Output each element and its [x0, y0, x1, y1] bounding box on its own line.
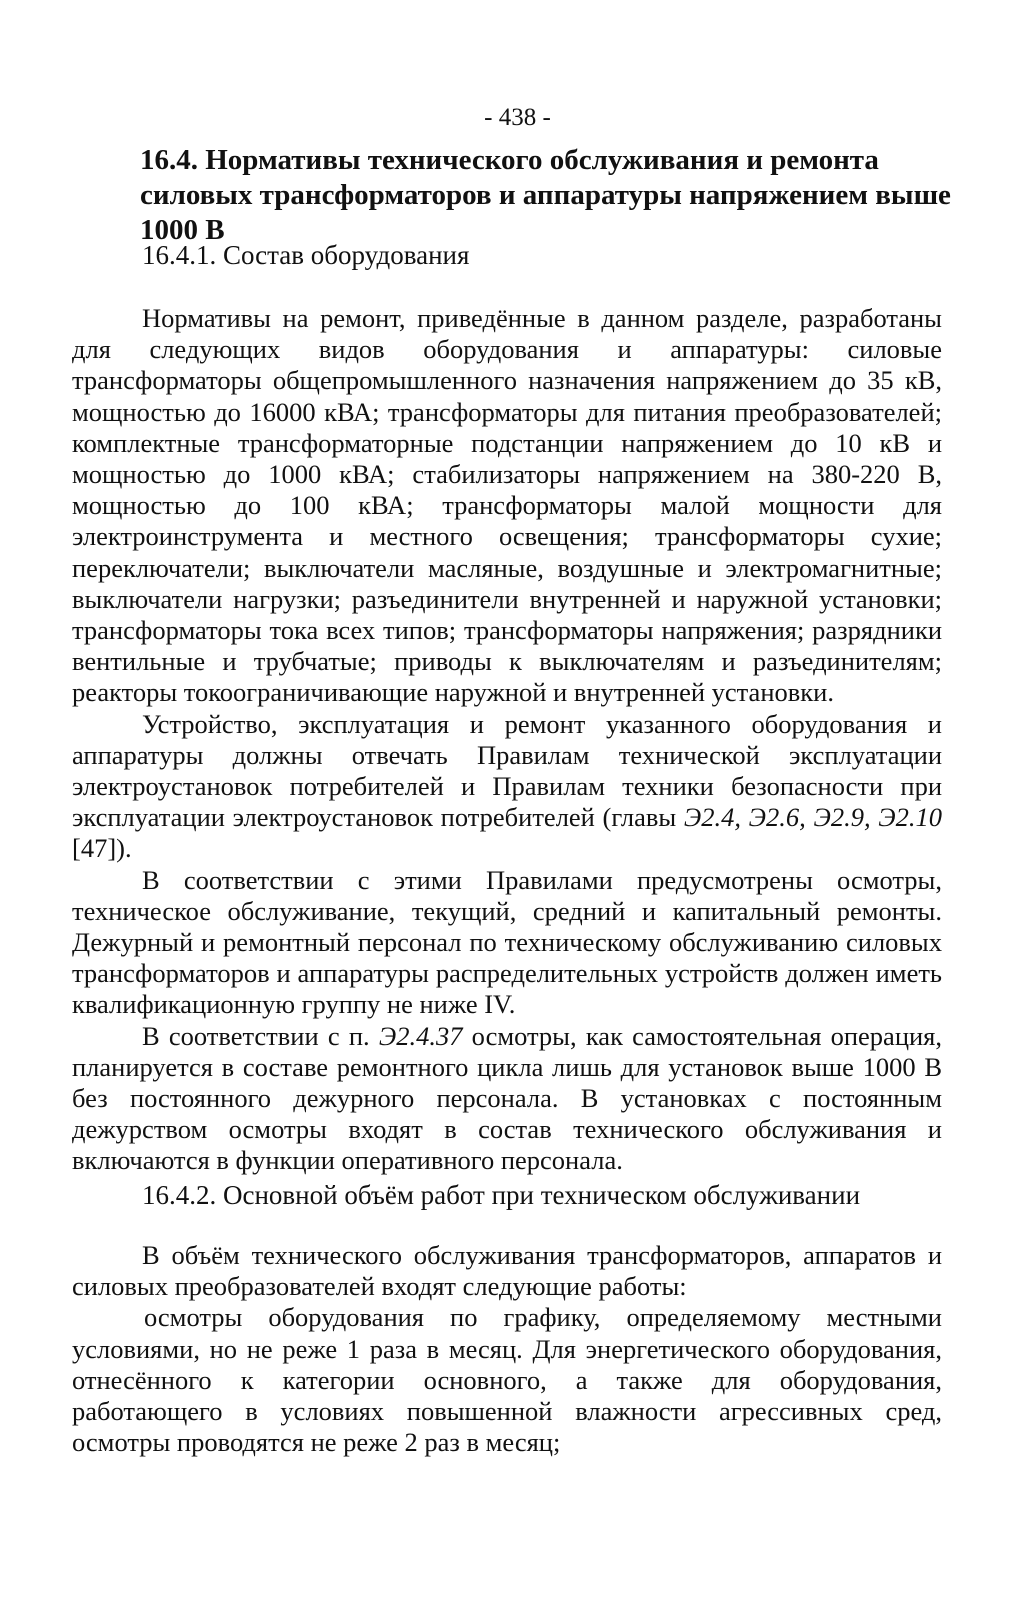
maintenance-intro-paragraph: В объём технического обслуживания трансформаторов, аппаратов и силовых преобразователей входят следующие работы: [72, 1240, 942, 1302]
rules-text: Устройство, эксплуатация и ремонт указанного оборудования и аппаратуры должны отвечать Правилам технической эксплуатации электроустановок потребителей и Правилам техники безопасности при эксплуатации электроустановок потребителей (главы [72, 708, 942, 833]
page-number: - 438 - [484, 104, 551, 131]
section-2-body [72, 1240, 942, 1458]
chapters-reference: Э2.4, Э2.6, Э2.9, Э2.10 [683, 802, 942, 833]
inspections-paragraph [72, 1021, 942, 1177]
rules-paragraph [72, 709, 942, 865]
section-1-body [72, 303, 942, 1177]
section-title: 16.4. Нормативы технического обслуживания и ремонта силовых трансформаторов и аппаратуры напряжением выше 1000 В [140, 144, 951, 246]
equipment-list-paragraph: Нормативы на ремонт, приведённые в данном разделе, разработаны для следующих видов оборудования и аппаратуры: силовые трансформаторы общепромышленного назначения напряжением до 35 кВ, мощностью до 16000 кВА; трансформаторы для питания преобразователей; комплектные трансформаторные подстанции напряжением до 10 кВ и мощностью до 1000 кВА; стабилизаторы напряжением на 380-220 В, мощностью до 100 кВА; трансформаторы малой мощности для электроинструмента и местного освещения; трансформаторы сухие; переключатели; выключатели масляные, воздушные и электромагнитные; выключатели нагрузки; разъединители внутренней и наружной установки; трансформаторы тока всех типов; трансформаторы напряжения; разрядники вентильные и трубчатые; приводы к выключателям и разъединителям; реакторы токоограничивающие наружной и внутренней установки. [72, 303, 942, 708]
clause-reference: Э2.4.37 [378, 1020, 463, 1051]
inspections-text-end: осмотры, как самостоятельная операция, планируется в составе ремонтного цикла лишь для установок выше 1000 В без постоянного дежурного персонала. В установках с постоянным дежурством осмотры входят в состав технического обслуживания и включаются в функции оперативного персонала. [72, 1020, 942, 1176]
inspections-text: В соответствии с п. [142, 1020, 379, 1051]
subsection-heading-16-4-1: 16.4.1. Состав оборудования [142, 240, 470, 270]
personnel-paragraph: В соответствии с этими Правилами предусмотрены осмотры, техническое обслуживание, текущий, средний и капитальный ремонты. Дежурный и ремонтный персонал по техническому обслуживанию силовых трансформаторов и аппаратуры распределительных устройств должен иметь квалификационную группу не ниже IV. [72, 864, 942, 1020]
subsection-heading-16-4-2: 16.4.2. Основной объём работ при техническом обслуживании [142, 1180, 861, 1210]
rules-text-end: [47]). [72, 833, 132, 864]
maintenance-item-inspections: осмотры оборудования по графику, определяемому местными условиями, но не реже 1 раза в месяц. Для энергетического оборудования, отнесённого к категории основного, а также для оборудования, работающего в условиях повышенной влажности агрессивных сред, осмотры проводятся не реже 2 раз в месяц; [72, 1302, 942, 1458]
